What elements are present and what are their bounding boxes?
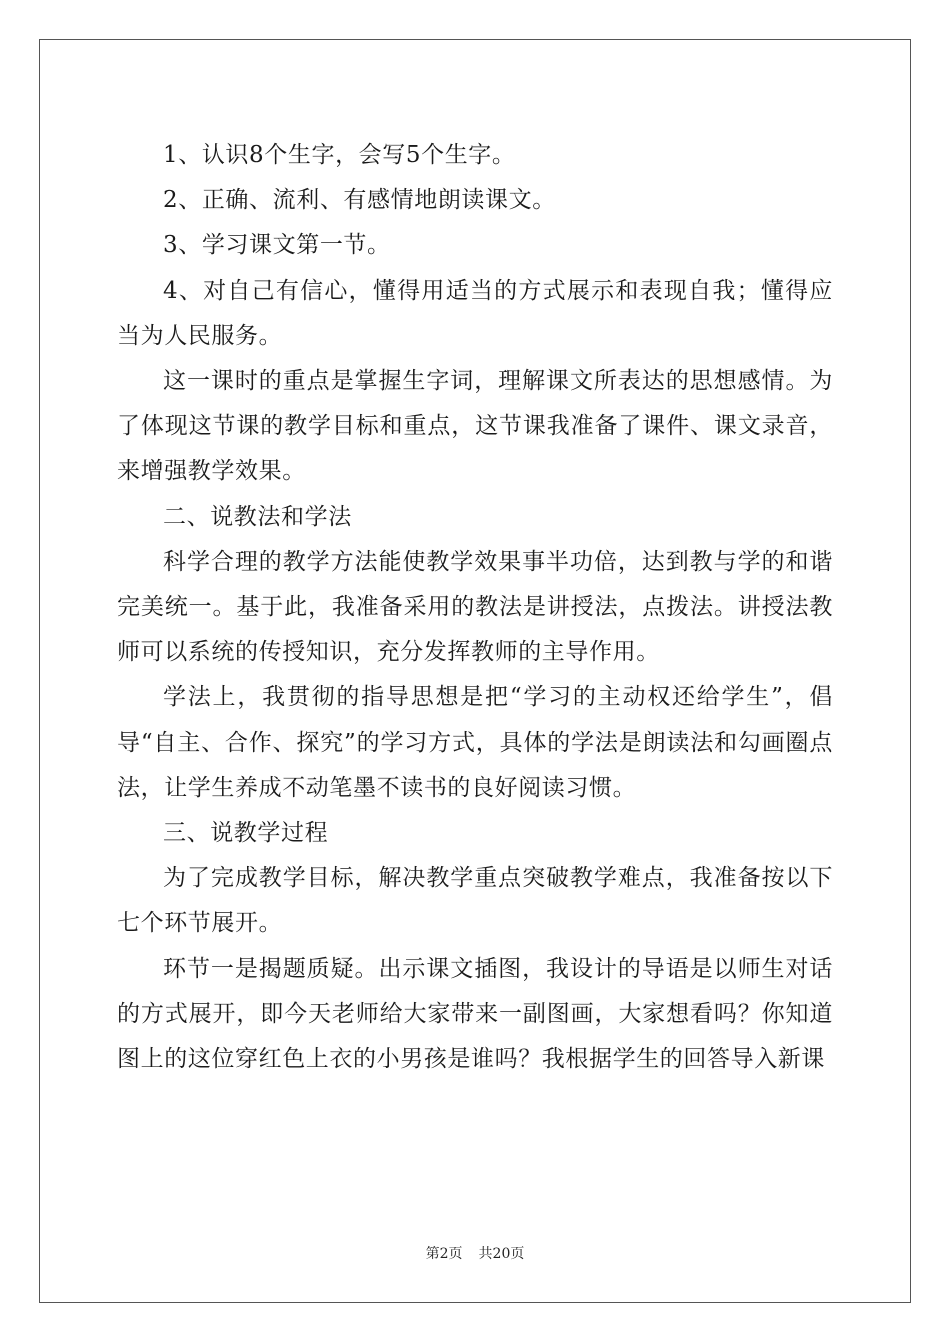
document-body bbox=[117, 133, 833, 1082]
paragraph-goal-1: 1、认识8个生字，会写5个生字。 bbox=[163, 142, 516, 168]
paragraph-goal-3: 3、学习课文第一节。 bbox=[163, 232, 391, 259]
paragraph-key-points: 这一课时的重点是掌握生字词，理解课文所表达的思想感情。为了体现这节课的教学目标和重点，这节课我准备了课件、课文录音，来增强教学效果。 bbox=[117, 368, 833, 485]
paragraph-goal-4: 4、对自己有信心，懂得用适当的方式展示和表现自我；懂得应当为人民服务。 bbox=[117, 277, 833, 349]
paragraph-process-intro: 为了完成教学目标，解决教学重点突破教学难点，我准备按以下七个环节展开。 bbox=[117, 865, 833, 937]
page-number: 第2页 bbox=[425, 1246, 463, 1262]
page-total: 共20页 bbox=[478, 1246, 525, 1262]
paragraph-learning-method: 学法上，我贯彻的指导思想是把“学习的主动权还给学生”，倡导“自主、合作、探究”的学习方式，具体的学法是朗读法和勾画圈点法，让学生养成不动笔墨不读书的良好阅读习惯。 bbox=[117, 684, 833, 801]
paragraph-step-one: 环节一是揭题质疑。出示课文插图，我设计的导语是以师生对话的方式展开，即今天老师给大家带来一副图画，大家想看吗？你知道图上的这位穿红色上衣的小男孩是谁吗？我根据学生的回答导入新课 bbox=[117, 955, 833, 1073]
page-footer bbox=[0, 1243, 950, 1263]
section-heading-methods: 二、说教法和学法 bbox=[163, 503, 352, 530]
section-heading-process: 三、说教学过程 bbox=[163, 820, 329, 847]
paragraph-teaching-method: 科学合理的教学方法能使教学效果事半功倍，达到教与学的和谐完美统一。基于此，我准备采用的教法是讲授法，点拨法。讲授法教师可以系统的传授知识，充分发挥教师的主导作用。 bbox=[117, 548, 833, 666]
paragraph-goal-2: 2、正确、流利、有感情地朗读课文。 bbox=[163, 187, 556, 214]
